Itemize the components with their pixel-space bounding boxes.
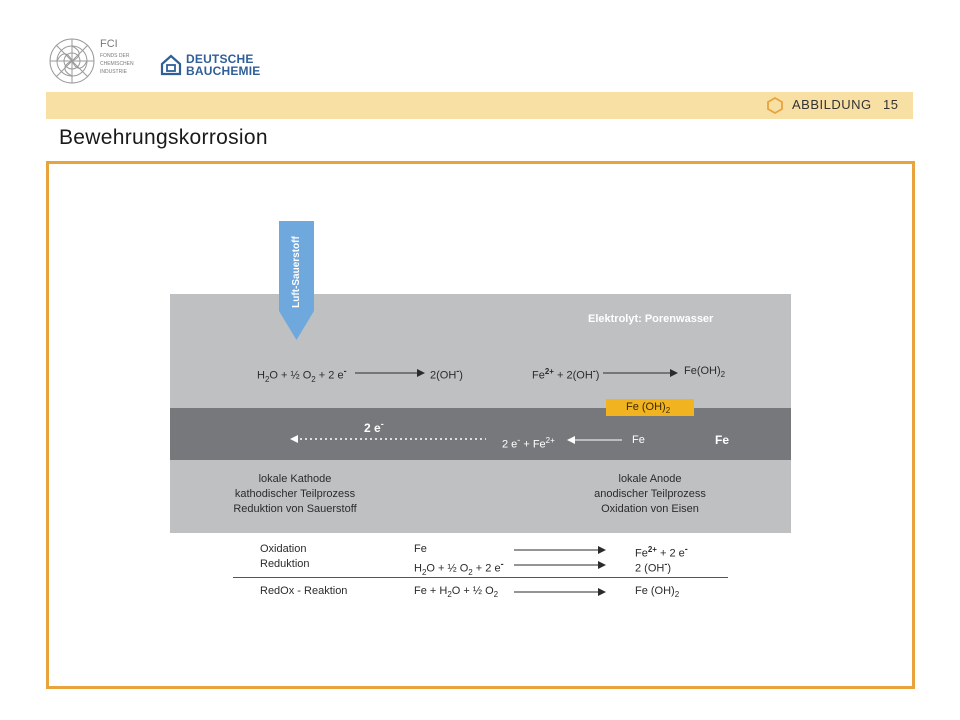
fci-line-3: INDUSTRIE: [100, 69, 127, 75]
fci-line-2: CHEMISCHEN: [100, 61, 134, 67]
oxygen-label: Luft-Sauerstoff: [291, 236, 302, 308]
cathode-caption-2: kathodischer Teilprozess: [234, 488, 356, 500]
cathode-reaction-lhs: $H_2O$ + ½ $O_2 + 2$ e-: [257, 366, 347, 384]
figure-number: 15: [883, 97, 899, 112]
row-reduktion-arrow-icon: [514, 560, 606, 570]
row-oxidation-arrow-icon: [514, 545, 606, 555]
hexagon-icon: [767, 97, 783, 114]
page-title: Bewehrungskorrosion: [59, 126, 268, 149]
anode-caption-1: lokale Anode: [618, 473, 682, 485]
row-oxidation-lhs: Fe: [414, 543, 427, 555]
fci-emblem-icon: [47, 36, 97, 86]
row-redox-arrow-icon: [514, 587, 606, 597]
row-reduktion-lhs: $H_2O$ + ½ $O_2 + 2$ e-: [414, 559, 504, 577]
fci-abbr: FCI: [100, 38, 118, 50]
steel-reaction-reactant: Fe: [632, 434, 645, 446]
row-redox-rhs: Fe $(OH)_2$: [635, 585, 680, 600]
cathode-reaction-arrow-icon: [355, 368, 425, 378]
bauchemie-line-1: DEUTSCHE: [186, 52, 254, 66]
row-oxidation-name: Oxidation: [260, 543, 307, 555]
anode-reaction-arrow-icon: [603, 368, 678, 378]
bauchemie-line-2: BAUCHEMIE: [186, 64, 261, 78]
electron-label: 2 e-: [364, 419, 384, 435]
fci-line-1: FONDS DER: [100, 53, 130, 59]
fe-oh2-deposit-label: Fe $(OH)_2$: [626, 401, 671, 416]
electron-flow-arrow-icon: [290, 434, 490, 444]
row-reduktion-name: Reduktion: [260, 558, 310, 570]
anode-reaction-rhs: $Fe(OH)_2$: [684, 365, 726, 380]
anode-caption-2: anodischer Teilprozess: [594, 488, 706, 500]
cathode-caption-3: Reduktion von Sauerstoff: [233, 503, 357, 515]
row-redox-name: RedOx - Reaktion: [260, 585, 348, 597]
figure-label: ABBILDUNG: [792, 97, 872, 112]
anode-reaction-lhs: $Fe^{2+} + 2(OH^-)$: [532, 366, 600, 382]
cathode-reaction-rhs: 2(OH-): [430, 366, 463, 382]
cathode-caption-1: lokale Kathode: [258, 473, 332, 485]
anode-caption-3: Oxidation von Eisen: [601, 503, 699, 515]
steel-reaction-product: 2 $e^- + Fe^{2+}$: [502, 435, 555, 451]
row-oxidation-rhs: $Fe^{2+} + 2$ e-: [635, 544, 688, 560]
bauchemie-house-icon: [160, 54, 182, 76]
row-reduktion-rhs: 2 (OH-): [635, 559, 672, 575]
electrolyte-layer: [170, 294, 791, 408]
deutsche-bauchemie-logo: [160, 51, 270, 79]
steel-reaction-arrow-icon: [567, 435, 622, 445]
fci-logo: [47, 34, 167, 88]
electrolyte-label: Elektrolyt: Porenwasser: [588, 313, 714, 325]
table-divider: [233, 577, 728, 578]
steel-label: Fe: [715, 433, 730, 447]
row-redox-lhs: $Fe + H_2O$ + ½ $O_2$: [414, 585, 499, 600]
